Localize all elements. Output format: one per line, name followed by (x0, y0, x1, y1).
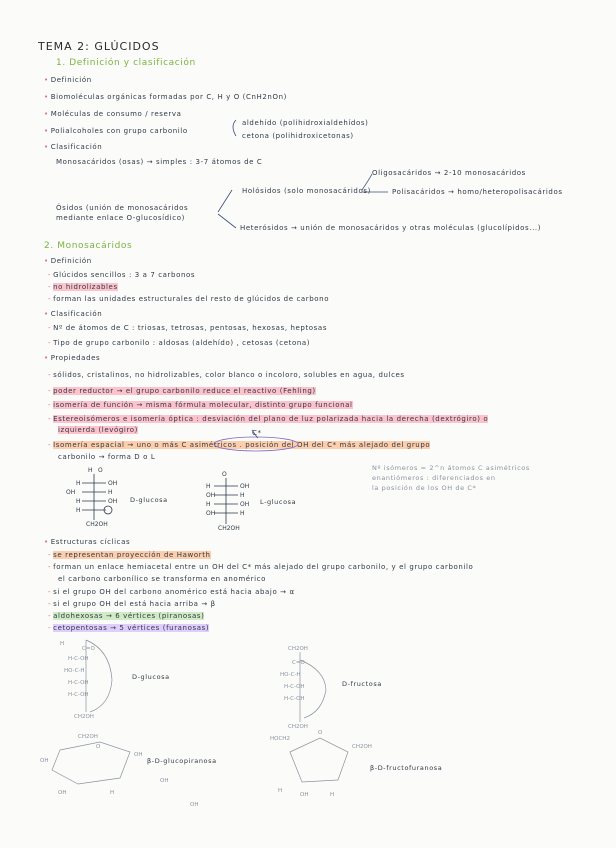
svg-text:HO-C-H: HO-C-H (280, 672, 301, 678)
svg-text:OH: OH (240, 483, 250, 490)
s2-clas-item: - Nº de átomos de C : triosas, tetrosas, pentosas, hexosas, heptosas (48, 324, 328, 332)
c-asimetrico-circle (214, 437, 298, 451)
s2-prop-item: izquierda (levógiro) (58, 426, 138, 434)
svg-text:H: H (76, 507, 81, 514)
section-2-heading: 2. Monosacáridos (44, 241, 133, 251)
svg-text:OH: OH (66, 489, 76, 496)
s1-def-item: • Moléculas de consumo / reserva (44, 110, 182, 118)
s1-mono-line: Monosacáridos (osas) → simples : 3-7 átomos de C (56, 158, 263, 166)
svg-text:O: O (96, 744, 101, 750)
s1-def-item: • Polialcoholes con grupo carbonilo (44, 127, 188, 135)
s1-carbonilo-cetona: cetona (polihidroxicetonas) (242, 132, 354, 140)
svg-text:O: O (222, 471, 227, 478)
svg-text:O: O (318, 730, 323, 736)
svg-text:OH: OH (190, 802, 199, 808)
page-title: TEMA 2: GLÚCIDOS (38, 40, 160, 53)
haworth-d-glucosa-label: D-glucosa (132, 673, 170, 681)
c-star-label: C* (252, 429, 262, 437)
svg-text:OH: OH (108, 480, 118, 487)
svg-text:OH: OH (240, 501, 250, 508)
svg-text:OH: OH (108, 498, 118, 505)
s3-item: el carbono carbonílico se transforma en anomérico (58, 575, 266, 583)
svg-text:H: H (278, 788, 283, 794)
s2-clasificacion-label: • Clasificación (44, 310, 103, 318)
svg-text:CH2OH: CH2OH (74, 714, 94, 720)
svg-text:CH2OH: CH2OH (218, 525, 240, 532)
svg-text:OH: OH (58, 790, 67, 796)
holosidos-arrow-up (362, 174, 372, 190)
s2-def-item: - no hidrolizables (48, 283, 118, 291)
s2-prop-item: - isomería de función → misma fórmula molecular, distinto grupo funcional (48, 401, 353, 409)
svg-text:OH: OH (300, 792, 309, 798)
beta-glucopiranosa-ring (52, 742, 130, 784)
s2-prop-item: carbonilo → forma D o L (58, 453, 156, 461)
section-1-heading: 1. Definición y clasificación (56, 58, 196, 68)
beta-fructofuranosa-ring (290, 738, 348, 782)
svg-text:H-C-OH: H-C-OH (68, 692, 89, 698)
haworth-d-fructosa-label: D-fructosa (342, 680, 382, 688)
svg-text:OH: OH (206, 492, 216, 499)
d-glucosa-label: D-glucosa (130, 496, 168, 504)
l-glucosa-fischer (214, 478, 238, 524)
svg-text:H-C-OH: H-C-OH (68, 680, 89, 686)
svg-text:HOCH2: HOCH2 (270, 736, 290, 742)
s1-oligosacaridos: Oligosacáridos → 2-10 monosacáridos (372, 169, 526, 177)
carbonilo-brace (233, 120, 236, 136)
s2-def-item: - forman las unidades estructurales del resto de glúcidos de carbono (48, 295, 330, 303)
svg-text:OH: OH (134, 752, 143, 758)
beta-fructofuranosa-label: β-D-fructofuranosa (370, 764, 443, 772)
s3-item: - se representan proyección de Haworth (48, 551, 211, 559)
svg-text:CH2OH: CH2OH (86, 521, 108, 528)
s1-polisacaridos: Polisacáridos → homo/heteropolisacáridos (392, 188, 563, 196)
svg-text:CH2OH: CH2OH (352, 744, 372, 750)
svg-text:H-C-OH: H-C-OH (284, 696, 305, 702)
svg-text:C=O: C=O (292, 660, 305, 666)
s2-prop-item: - poder reductor → el grupo carbonilo reduce el reactivo (Fehling) (48, 387, 316, 395)
s1-carbonilo-aldehido: aldehído (polihidroxialdehídos) (242, 119, 369, 127)
s1-osidos: Ósidos (unión de monosacáridos mediante enlace O-glucosídico) (56, 204, 189, 222)
s3-item: - si el grupo OH del está hacia arriba → β (48, 600, 216, 608)
svg-text:H: H (240, 492, 245, 499)
svg-text:H: H (206, 501, 211, 508)
svg-text:H: H (76, 498, 81, 505)
svg-text:H: H (110, 790, 115, 796)
s2-definicion-label: • Definición (44, 257, 92, 265)
s3-item: - aldohexosas → 6 vértices (piranosas) (48, 612, 205, 620)
isomer-note: enantiómeros : diferenciados en (372, 474, 496, 482)
svg-text:CH2OH: CH2OH (78, 734, 98, 740)
svg-text:C=O: C=O (82, 646, 95, 652)
s1-definicion-label: • Definición (44, 76, 92, 84)
isomer-note: la posición de los OH de C* (372, 484, 477, 492)
svg-text:H-C-OH: H-C-OH (284, 684, 305, 690)
s2-prop-item: - sólidos, cristalinos, no hidrolizables, color blanco o incoloro, solubles en agua, dulces (48, 371, 405, 379)
isomer-note: Nº isómeros = 2^n átomos C asimétricos (372, 464, 530, 472)
s1-clasificacion-label: • Clasificación (44, 143, 103, 151)
svg-text:HO-C-H: HO-C-H (64, 668, 85, 674)
s3-item: - forman un enlace hemiacetal entre un OH del C* más alejado del grupo carbonilo, y el grupo carbonilo (48, 563, 474, 571)
svg-text:OH: OH (160, 778, 169, 784)
s2-propiedades-label: • Propiedades (44, 354, 101, 362)
s3-item: - si el grupo OH del carbono anomérico está hacia abajo → α (48, 588, 295, 596)
s3-item: - cetopentosas → 5 vértices (furanosas) (48, 624, 210, 632)
svg-text:H: H (206, 483, 211, 490)
s1-holosidos: Holósidos (solo monosacáridos) (242, 187, 371, 195)
svg-text:O: O (98, 467, 103, 474)
s2-prop-item: - Isomería espacial → uno o más C asimétricos . posición del OH del C* más alejado del grupo (48, 441, 431, 449)
beta-glucopiranosa-label: β-D-glucopiranosa (147, 757, 217, 765)
svg-text:H: H (88, 467, 93, 474)
svg-text:CH2OH: CH2OH (288, 646, 308, 652)
l-glucosa-label: L-glucosa (260, 498, 297, 506)
svg-text:H: H (330, 792, 335, 798)
osidos-arrow-up (218, 190, 232, 212)
svg-text:H: H (76, 480, 81, 487)
s2-prop-item: - Estereoisómeros e isomería óptica : desviación del plano de luz polarizada hacia la derecha (dextrógiro) o (48, 415, 489, 423)
svg-text:H: H (60, 641, 65, 647)
s2-clas-item: - Tipo de grupo carbonilo : aldosas (aldehído) , cetosas (cetona) (48, 339, 311, 347)
s1-def-item: • Biomoléculas orgánicas formadas por C, H y O (CnH2nOn) (44, 93, 287, 101)
s1-heterosidos: Heterósidos → unión de monosacáridos y otras moléculas (glucolípidos...) (240, 224, 542, 232)
svg-text:H: H (240, 510, 245, 517)
svg-text:OH: OH (206, 510, 216, 517)
s2-def-item: - Glúcidos sencillos : 3 a 7 carbonos (48, 271, 196, 279)
svg-text:CH2OH: CH2OH (288, 724, 308, 730)
section-3-heading: • Estructuras cíclicas (44, 538, 131, 546)
svg-text:H-C-OH: H-C-OH (68, 656, 89, 662)
svg-text:H: H (108, 489, 113, 496)
osidos-arrow-down (218, 214, 236, 228)
svg-text:OH: OH (40, 758, 49, 764)
